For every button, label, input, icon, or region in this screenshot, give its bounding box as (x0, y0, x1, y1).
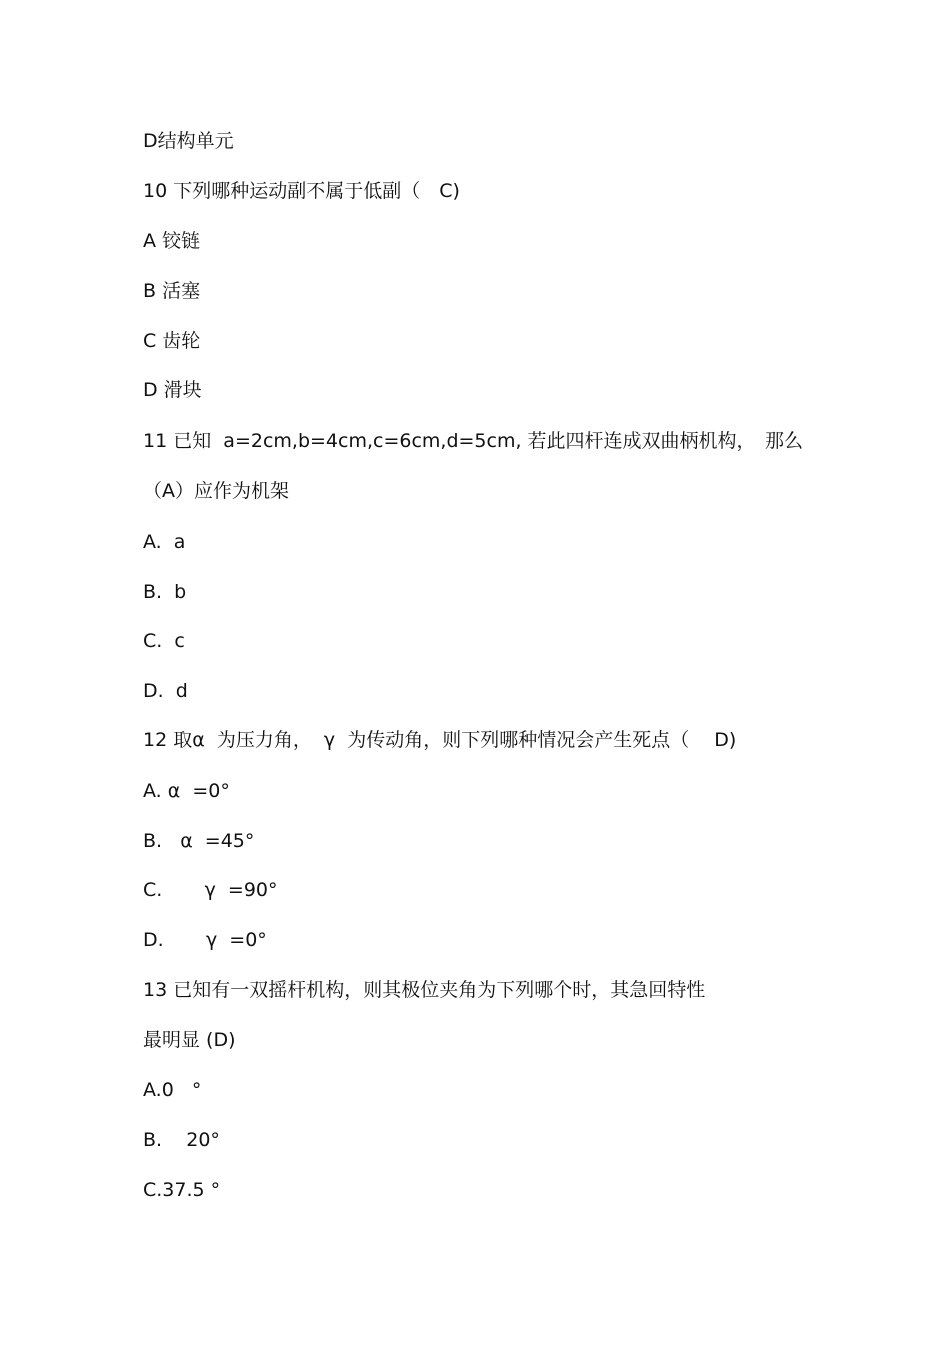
text-line: D结构单元 (143, 130, 234, 152)
question-10-option-a: A 铰链 (143, 230, 201, 252)
question-12-option-d: D. γ =0° (143, 929, 267, 951)
question-13-option-a: A.0 ° (143, 1079, 202, 1101)
question-11-option-d: D. d (143, 680, 188, 702)
question-13-stem: 13 已知有一双摇杆机构，则其极位夹角为下列哪个时，其急回特性 (143, 979, 706, 1001)
question-11-option-c: C. c (143, 630, 185, 652)
question-10-option-d: D 滑块 (143, 379, 202, 401)
question-11-option-a: A. a (143, 531, 186, 553)
question-13-option-c: C.37.5 ° (143, 1179, 221, 1201)
question-11-option-b: B. b (143, 581, 187, 603)
question-10-option-c: C 齿轮 (143, 330, 201, 352)
question-13-stem-continued: 最明显 (D) (143, 1029, 236, 1051)
question-11-stem: 11 已知 a=2cm,b=4cm,c=6cm,d=5cm, 若此四杆连成双曲柄机构， 那么 (143, 430, 804, 452)
question-10-option-b: B 活塞 (143, 280, 201, 302)
question-10-stem: 10 下列哪种运动副不属于低副（ C) (143, 180, 460, 202)
question-12-option-a: A. α =0° (143, 780, 230, 802)
question-12-stem: 12 取α 为压力角， γ 为传动角，则下列哪种情况会产生死点（ D) (143, 729, 737, 751)
question-12-option-b: B. α =45° (143, 830, 255, 852)
question-12-option-c: C. γ =90° (143, 879, 278, 901)
question-11-stem-continued: （A）应作为机架 (143, 480, 289, 502)
question-13-option-b: B. 20° (143, 1129, 220, 1151)
